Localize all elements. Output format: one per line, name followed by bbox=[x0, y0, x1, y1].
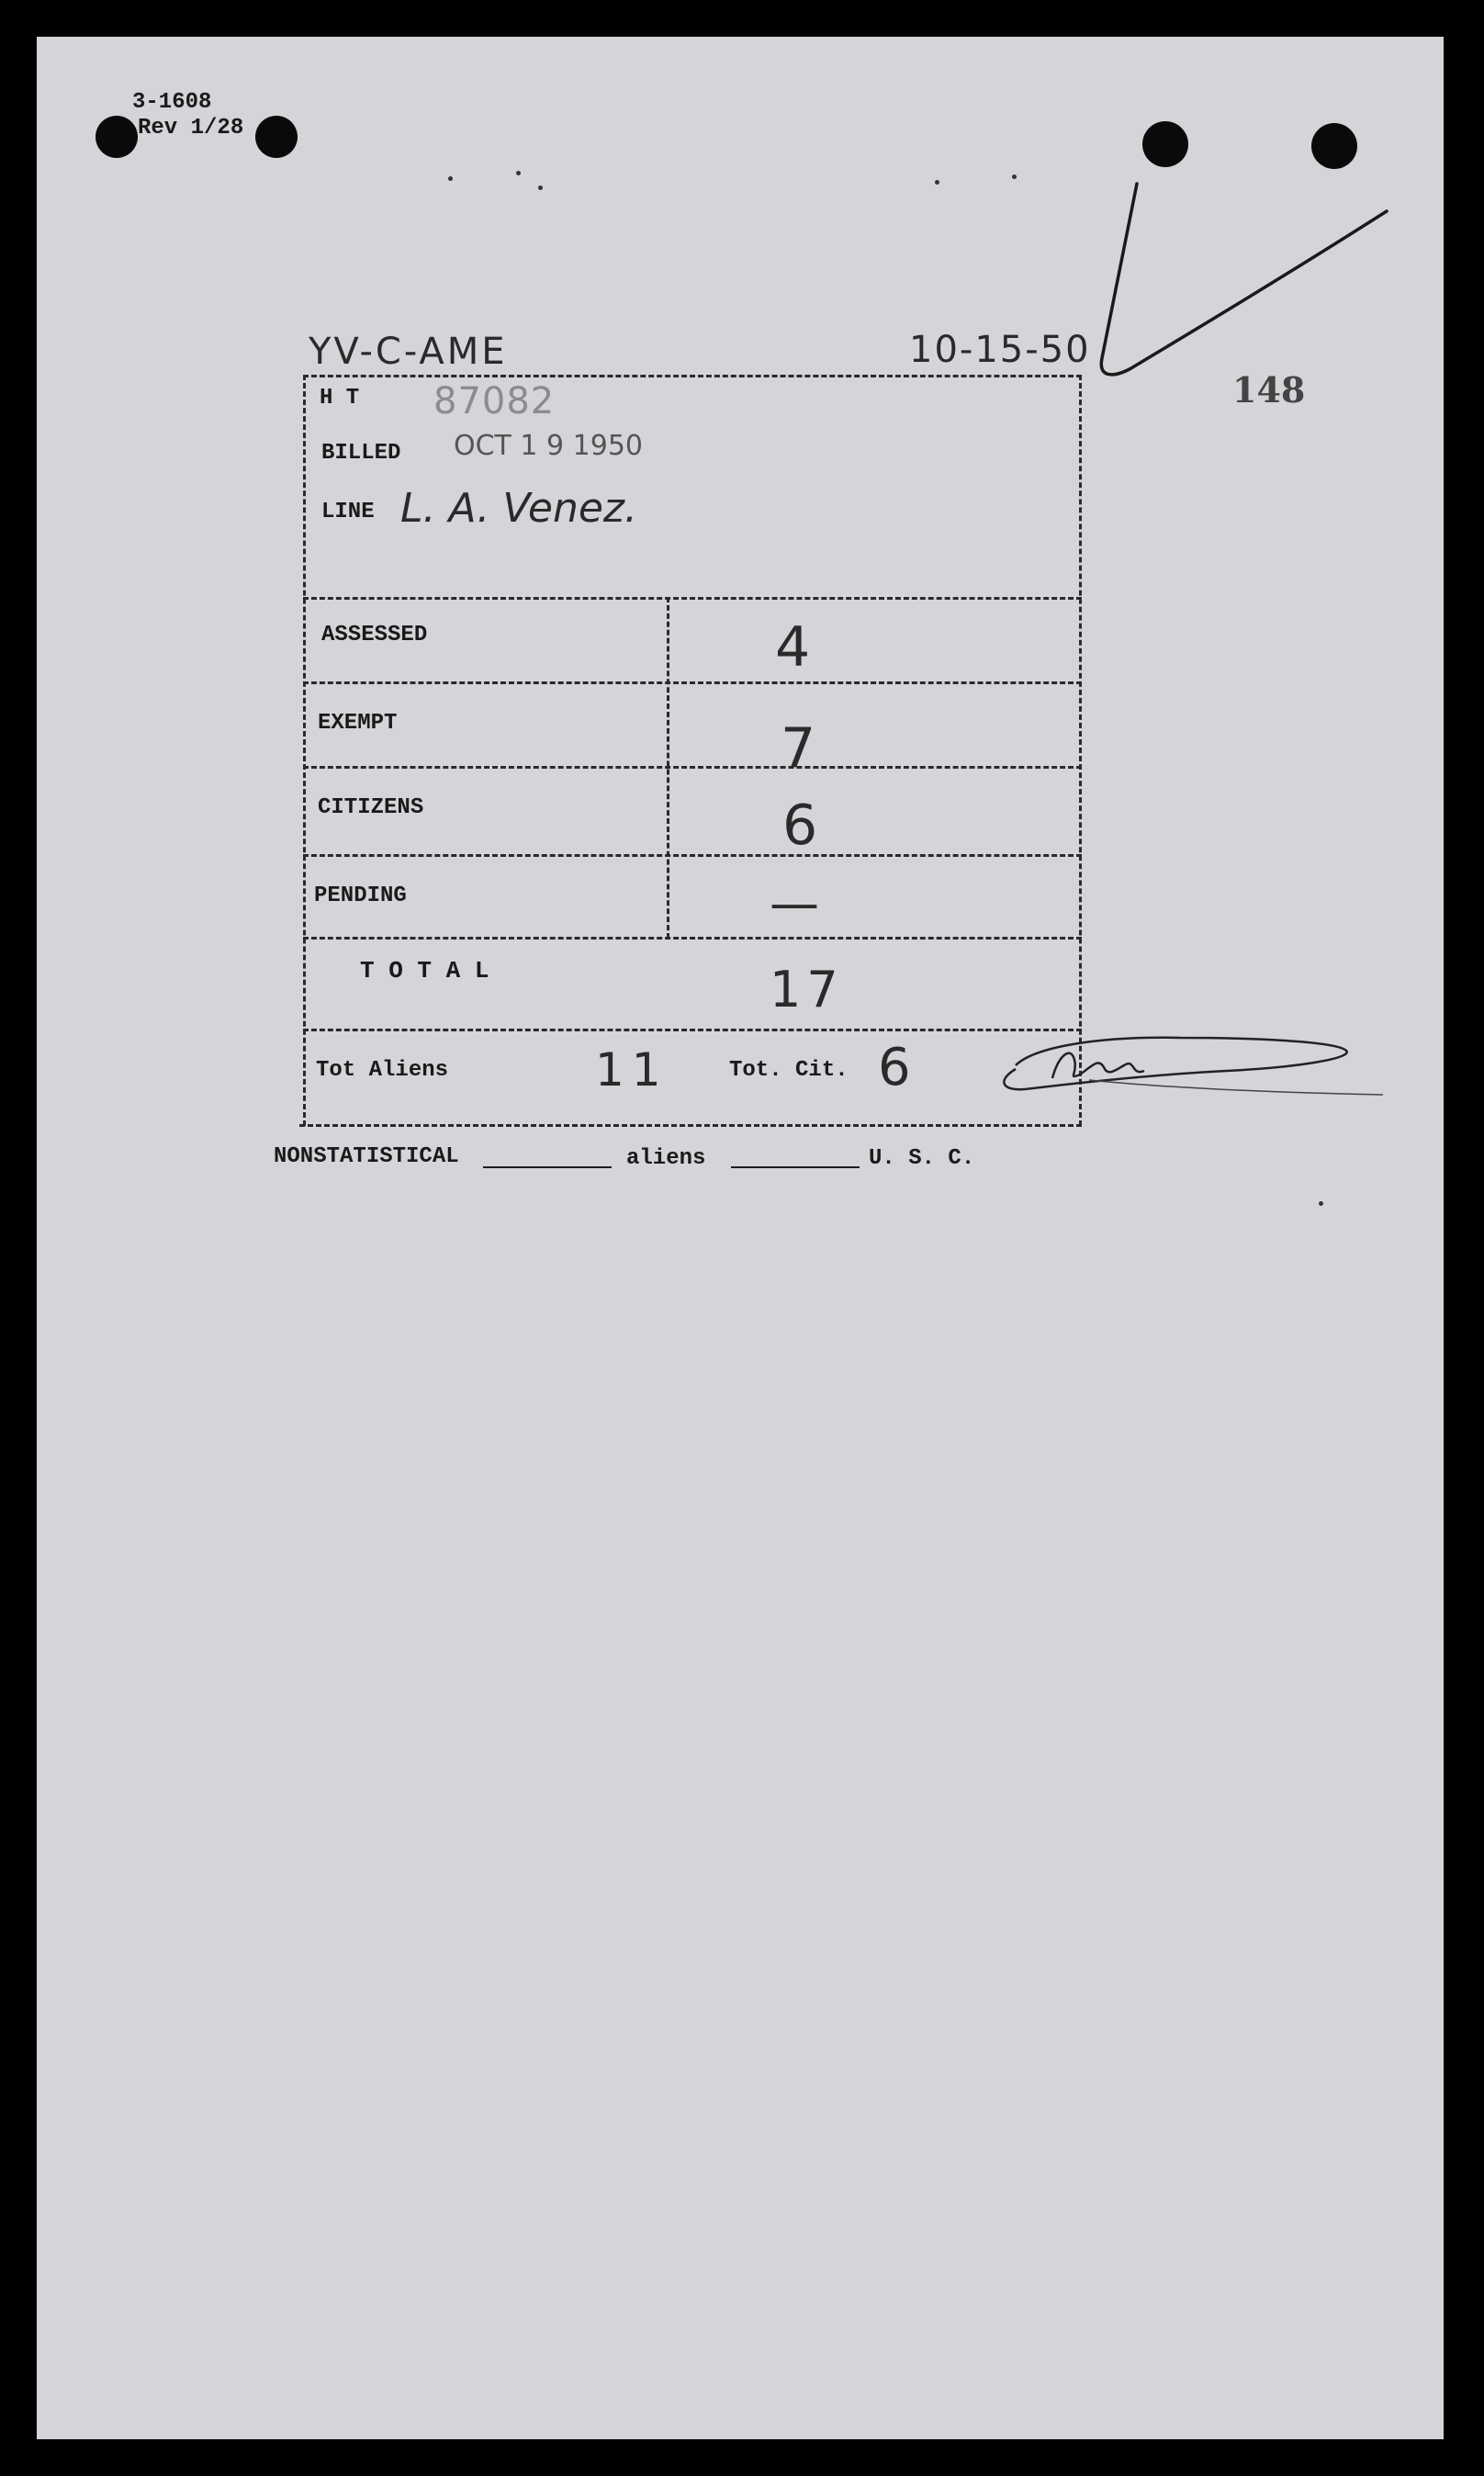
dust-speck bbox=[538, 186, 543, 190]
ht-label: H T bbox=[320, 386, 360, 411]
dust-speck bbox=[1012, 174, 1017, 179]
aliens-label: aliens bbox=[626, 1146, 706, 1171]
dust-speck bbox=[448, 176, 453, 181]
tot-cit-value: 6 bbox=[878, 1038, 911, 1097]
pending-label: PENDING bbox=[314, 883, 407, 908]
row-divider bbox=[303, 766, 1082, 769]
card-border-bottom bbox=[299, 1124, 1082, 1127]
row-divider bbox=[303, 597, 1082, 600]
page-number: 148 bbox=[1232, 369, 1306, 411]
line-signature: L. A. Venez. bbox=[400, 485, 638, 532]
assessed-value: 4 bbox=[775, 615, 811, 680]
document-page bbox=[37, 37, 1444, 2439]
tot-aliens-value: 11 bbox=[595, 1043, 669, 1097]
exempt-value: 7 bbox=[781, 716, 816, 781]
nonstatistical-label: NONSTATISTICAL bbox=[274, 1144, 459, 1169]
citizens-value: 6 bbox=[782, 793, 818, 858]
dust-speck bbox=[935, 180, 939, 185]
nonstatistical-blank bbox=[483, 1166, 612, 1168]
handwritten-code: YV-C-AME bbox=[309, 331, 508, 373]
citizens-label: CITIZENS bbox=[318, 795, 424, 820]
dust-speck bbox=[516, 171, 521, 175]
exempt-label: EXEMPT bbox=[318, 711, 398, 736]
row-divider bbox=[303, 937, 1082, 940]
handwritten-date: 10-15-50 bbox=[909, 329, 1091, 371]
pending-value: — bbox=[770, 874, 819, 932]
assessed-label: ASSESSED bbox=[321, 623, 428, 647]
billed-stamp: OCT 1 9 1950 bbox=[454, 430, 644, 462]
billed-label: BILLED bbox=[321, 441, 401, 466]
tot-cit-label: Tot. Cit. bbox=[729, 1058, 849, 1083]
dust-speck bbox=[1319, 1201, 1323, 1206]
punch-hole bbox=[96, 116, 138, 158]
column-divider bbox=[667, 597, 669, 939]
row-divider bbox=[303, 681, 1082, 684]
total-value: 17 bbox=[770, 961, 844, 1019]
total-label: T O T A L bbox=[360, 957, 489, 985]
row-divider bbox=[303, 854, 1082, 857]
tot-aliens-label: Tot Aliens bbox=[316, 1058, 449, 1083]
punch-hole bbox=[255, 116, 298, 158]
card-border-top bbox=[303, 375, 1082, 377]
ht-stamp: 87082 bbox=[433, 380, 556, 422]
row-divider bbox=[303, 1029, 1082, 1031]
form-number: 3-1608 bbox=[132, 90, 212, 115]
card-border-left bbox=[303, 375, 306, 1126]
form-revision: Rev 1/28 bbox=[138, 116, 244, 141]
usc-label: U. S. C. bbox=[869, 1146, 975, 1171]
initials-signature bbox=[997, 992, 1401, 1120]
line-label: LINE bbox=[321, 500, 375, 524]
aliens-blank bbox=[731, 1166, 860, 1168]
